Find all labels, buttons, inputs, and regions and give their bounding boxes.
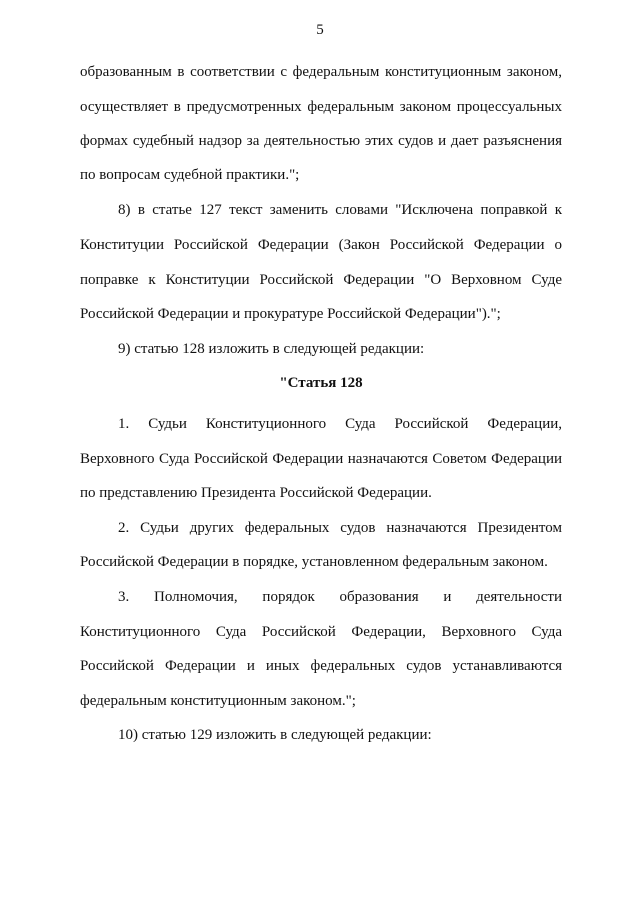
- paragraph-line: 2. Судьи других федеральных судов назначаются Президентом: [118, 520, 562, 536]
- paragraph-line: 10) статью 129 изложить в следующей редакции:: [118, 727, 432, 743]
- paragraph-line: федеральным конституционным законом.";: [80, 693, 356, 709]
- paragraph-line: Российской Федерации и иных федеральных судов устанавливаются: [80, 658, 562, 674]
- paragraph-line: Конституционного Суда Российской Федерации, Верховного Суда: [80, 624, 562, 640]
- paragraph-line: Российской Федерации в порядке, установленном федеральным законом.: [80, 554, 548, 570]
- paragraph-line: образованным в соответствии с федеральным конституционным законом,: [80, 64, 562, 80]
- paragraph-line: поправке к Конституции Российской Федерации "О Верховном Суде: [80, 272, 562, 288]
- paragraph-line: по представлению Президента Российской Федерации.: [80, 485, 432, 501]
- article-heading: "Статья 128: [279, 375, 363, 391]
- paragraph-line: 1. Судьи Конституционного Суда Российской Федерации,: [118, 416, 562, 432]
- paragraph-line: 3. Полномочия, порядок образования и деятельности: [118, 589, 562, 605]
- paragraph-line: 9) статью 128 изложить в следующей редакции:: [118, 341, 425, 357]
- paragraph-line: Верховного Суда Российской Федерации назначаются Советом Федерации: [80, 451, 562, 467]
- paragraph-line: формах судебный надзор за деятельностью этих судов и дает разъяснения: [80, 133, 562, 149]
- paragraph-line: Российской Федерации и прокуратуре Российской Федерации").";: [80, 306, 501, 322]
- paragraph-line: 8) в статье 127 текст заменить словами "Исключена поправкой к: [118, 202, 562, 218]
- page-number: 5: [316, 22, 324, 38]
- paragraph-line: Конституции Российской Федерации (Закон Российской Федерации о: [80, 237, 562, 253]
- paragraph-line: по вопросам судебной практики.";: [80, 167, 300, 183]
- paragraph-line: осуществляет в предусмотренных федеральным законом процессуальных: [80, 99, 562, 115]
